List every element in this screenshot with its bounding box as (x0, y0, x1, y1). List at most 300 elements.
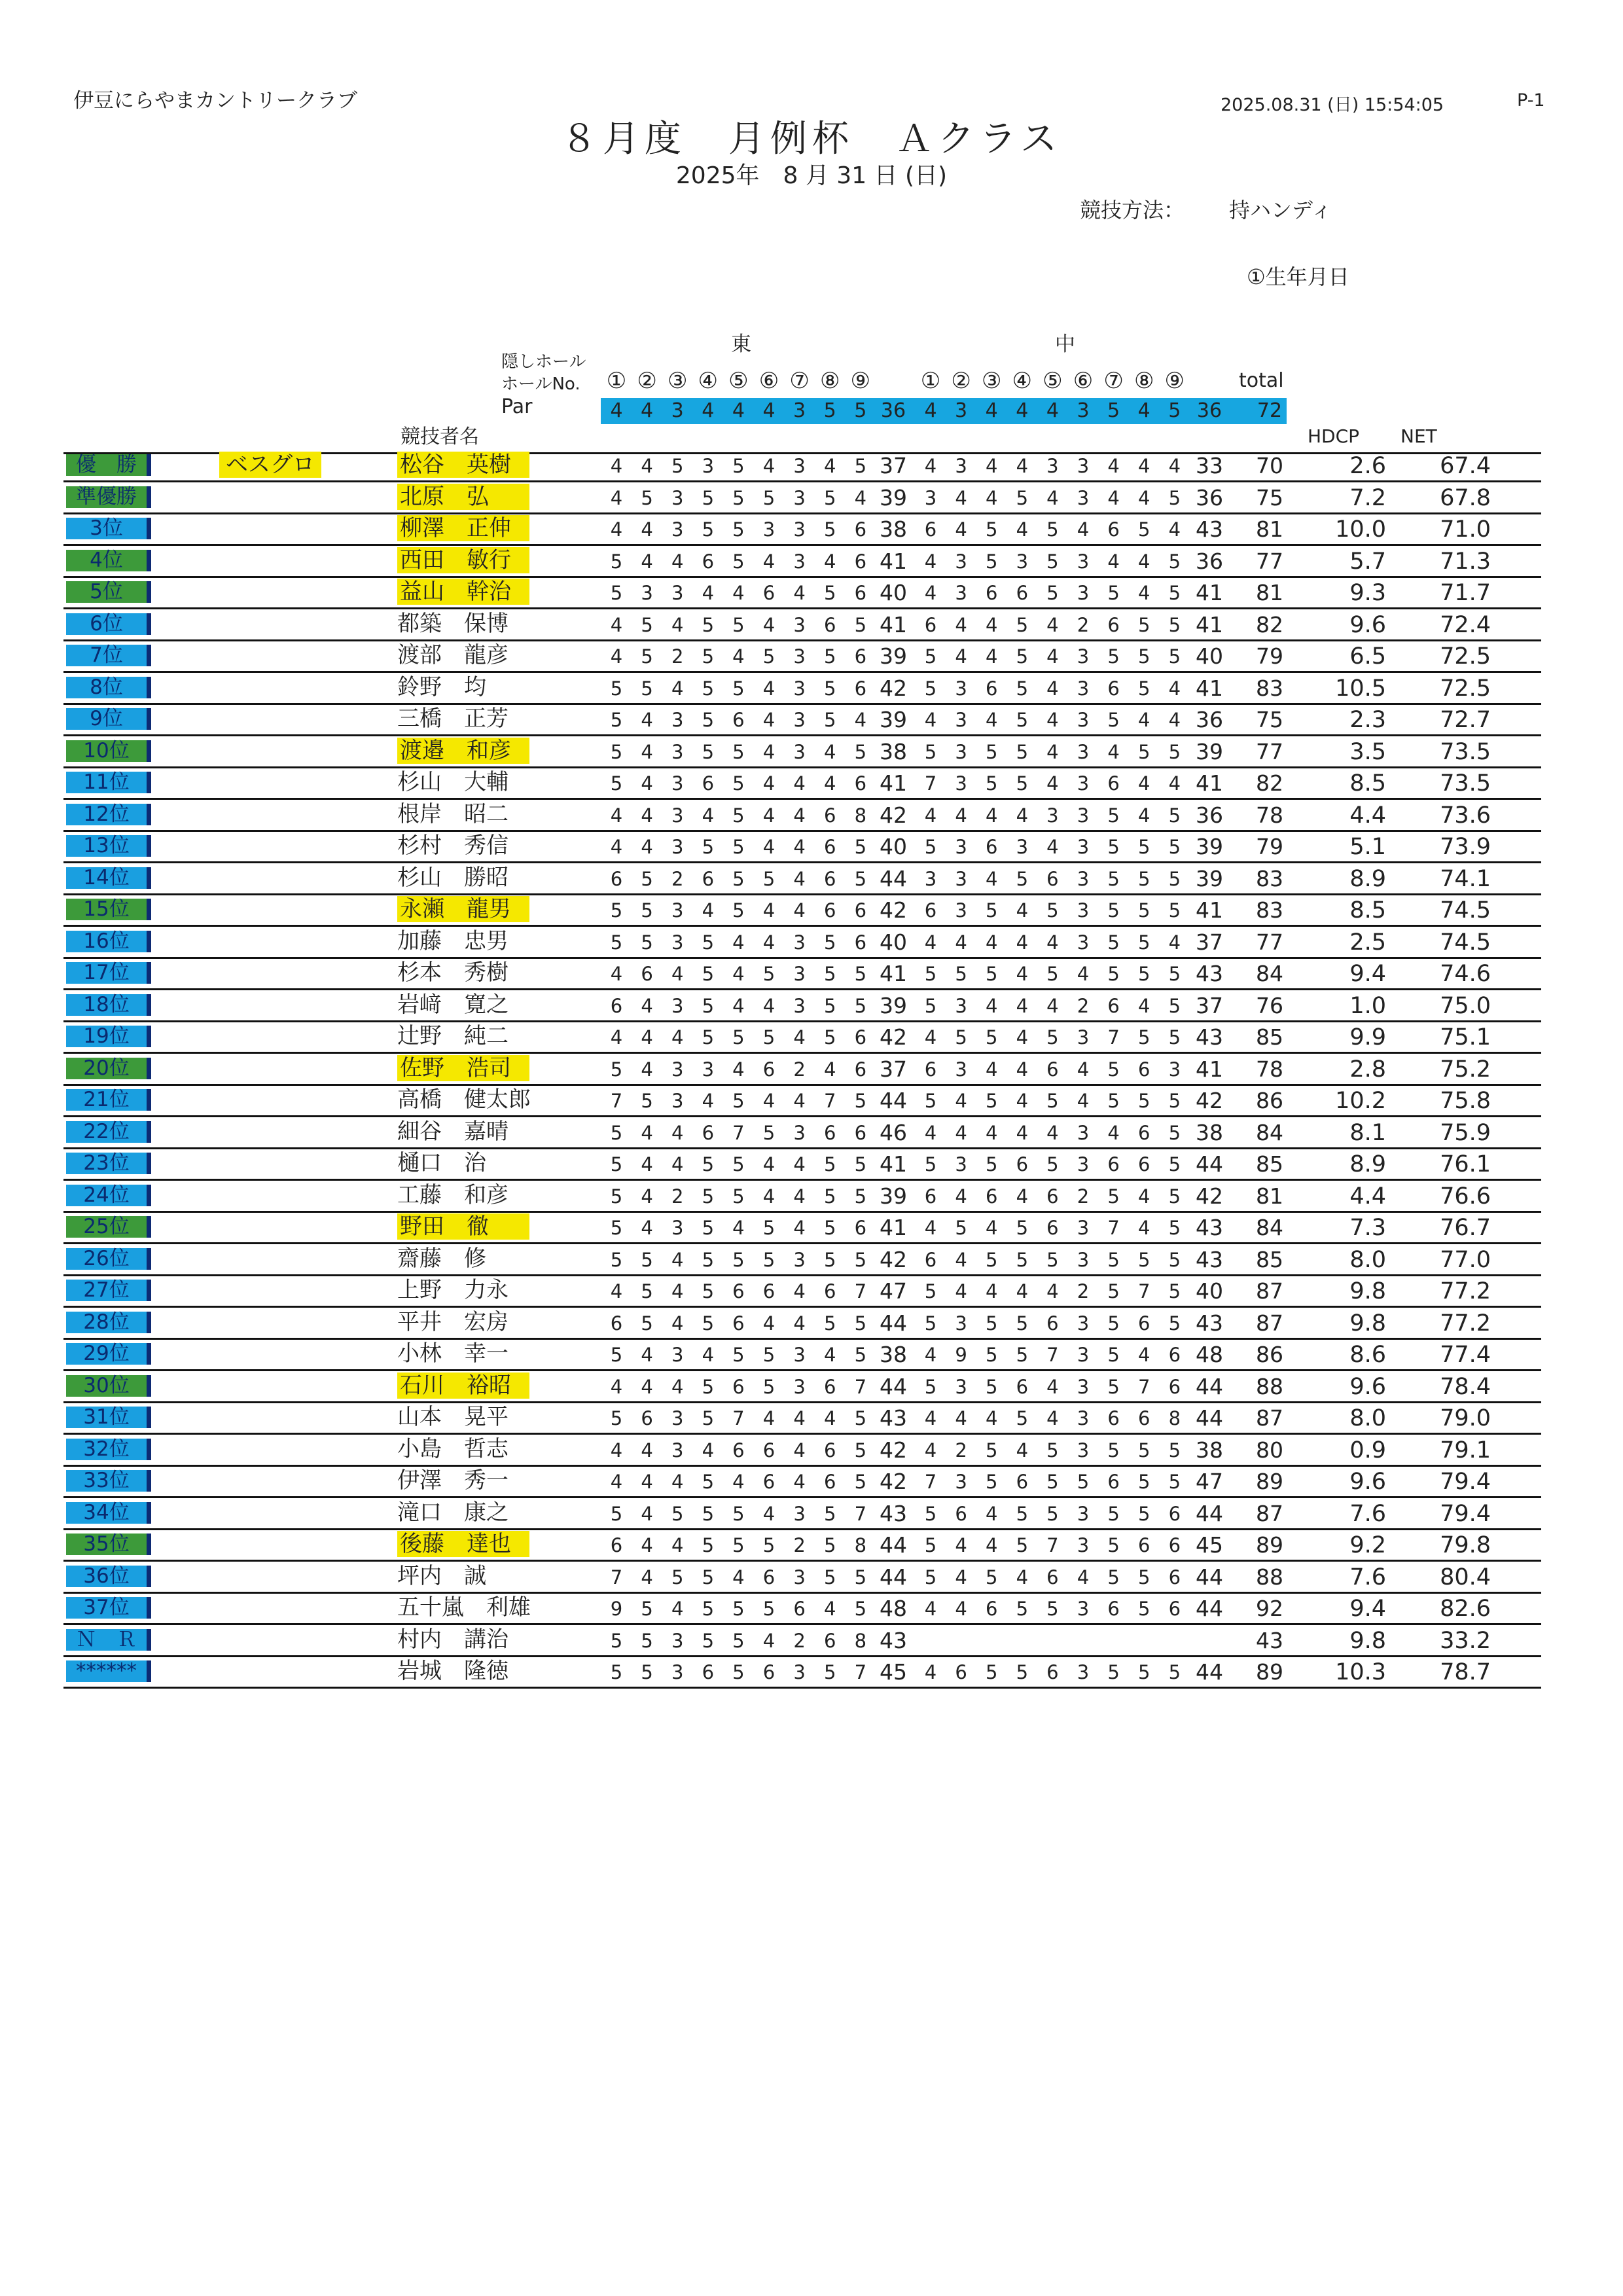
hdcp-value: 5.7 (1349, 548, 1386, 575)
score-in: 4 (1016, 1121, 1029, 1144)
score-in: 3 (1077, 740, 1090, 763)
par-in: 5 (1107, 399, 1120, 422)
net-label: NET (1400, 425, 1437, 447)
out-total: 42 (880, 897, 907, 923)
score-out: 6 (732, 709, 745, 731)
club-name: 伊豆にらやまカントリークラブ (73, 89, 357, 113)
gross-total: 85 (1256, 1024, 1283, 1050)
score-out: 4 (854, 486, 867, 509)
table-row (63, 1149, 1541, 1181)
score-in: 5 (985, 1471, 998, 1493)
hdcp-value: 10.5 (1335, 675, 1386, 702)
score-in: 5 (1137, 613, 1150, 636)
rank-label: 4位 (66, 550, 151, 571)
score-out: 5 (641, 613, 653, 636)
score-out: 4 (823, 1598, 836, 1620)
score-out: 3 (793, 550, 806, 573)
score-in: 6 (1107, 677, 1120, 700)
score-out: 5 (854, 1439, 867, 1462)
score-out: 3 (793, 613, 806, 636)
score-out: 3 (702, 1058, 715, 1081)
score-in: 5 (1107, 1566, 1120, 1588)
score-out: 5 (610, 1217, 623, 1239)
hidden-hole-label: 隠しホール (501, 352, 586, 372)
rank-label: 20位 (66, 1058, 151, 1079)
score-in: 3 (1016, 550, 1029, 573)
hdcp-value: 8.1 (1349, 1119, 1386, 1146)
gross-total: 77 (1256, 929, 1283, 955)
score-out: 2 (793, 1534, 806, 1556)
hole-number-in: ⑥ (1073, 368, 1094, 394)
score-in: 4 (924, 1026, 937, 1049)
score-in: 4 (1077, 963, 1090, 985)
score-out: 4 (702, 1344, 715, 1366)
out-total: 40 (880, 580, 907, 605)
score-in: 4 (1016, 963, 1029, 985)
score-out: 3 (793, 709, 806, 731)
score-in: 4 (985, 613, 998, 636)
score-in: 7 (1107, 1026, 1120, 1049)
score-in: 6 (924, 1058, 937, 1081)
score-out: 5 (641, 1312, 653, 1335)
score-in: 4 (1046, 486, 1059, 509)
score-out: 4 (610, 1471, 623, 1493)
in-total: 44 (1196, 1373, 1223, 1399)
score-in: 4 (1137, 550, 1150, 573)
rank-label: 32位 (66, 1439, 151, 1460)
score-out: 6 (610, 994, 623, 1017)
score-out: 4 (762, 550, 776, 573)
net-value: 79.0 (1440, 1405, 1491, 1431)
score-in: 5 (1016, 1248, 1029, 1271)
score-in: 6 (924, 1185, 937, 1208)
score-out: 3 (793, 1661, 806, 1683)
score-out: 5 (823, 486, 836, 509)
score-in: 5 (985, 1439, 998, 1462)
score-in: 4 (1016, 1026, 1029, 1049)
score-out: 3 (671, 899, 684, 922)
score-in: 6 (985, 836, 998, 858)
table-row (63, 736, 1541, 768)
score-in: 5 (1046, 1026, 1059, 1049)
score-out: 3 (793, 455, 806, 477)
score-out: 4 (641, 1026, 653, 1049)
score-in: 4 (1016, 804, 1029, 827)
rank-label: 26位 (66, 1248, 151, 1270)
rank-label: 17位 (66, 962, 151, 984)
score-out: 3 (671, 836, 684, 858)
score-out: 5 (854, 1598, 867, 1620)
score-out: 3 (671, 709, 684, 731)
score-in: 5 (1016, 645, 1029, 668)
score-out: 4 (641, 1439, 653, 1462)
score-out: 5 (823, 1217, 836, 1239)
print-timestamp: 2025.08.31 (日) 15:54:05 (1221, 95, 1444, 115)
player-name: 永瀬 龍男 (397, 896, 529, 922)
score-out: 4 (823, 740, 836, 763)
score-out: 3 (671, 1661, 684, 1683)
score-out: 5 (762, 1026, 776, 1049)
rank-label: 25位 (66, 1216, 151, 1238)
score-out: 4 (671, 1280, 684, 1302)
gross-total: 84 (1256, 961, 1283, 986)
score-out: 4 (641, 994, 653, 1017)
score-in: 6 (985, 677, 998, 700)
score-in: 6 (1168, 1534, 1181, 1556)
in-total: 39 (1196, 865, 1223, 891)
score-out: 9 (610, 1598, 623, 1620)
score-in: 4 (1107, 740, 1120, 763)
score-out: 5 (854, 994, 867, 1017)
score-out: 3 (793, 1344, 806, 1366)
score-in: 3 (955, 899, 967, 922)
hdcp-value: 7.2 (1349, 484, 1386, 511)
score-in: 4 (1077, 518, 1090, 541)
net-value: 33.2 (1440, 1627, 1491, 1654)
net-value: 67.8 (1440, 484, 1491, 511)
score-out: 5 (610, 740, 623, 763)
gross-total: 78 (1256, 802, 1283, 828)
score-out: 5 (610, 1661, 623, 1683)
out-total: 42 (880, 1024, 907, 1050)
total-label: total (1239, 369, 1284, 392)
score-in: 4 (985, 1058, 998, 1081)
score-out: 7 (854, 1661, 867, 1683)
in-total: 36 (1196, 802, 1223, 828)
score-in: 5 (1168, 645, 1181, 668)
score-out: 4 (641, 1344, 653, 1366)
par-in-total: 36 (1196, 399, 1222, 422)
score-out: 6 (823, 613, 836, 636)
score-out: 5 (702, 1598, 715, 1620)
in-total: 36 (1196, 707, 1223, 732)
par-out: 3 (671, 399, 684, 422)
score-out: 5 (732, 550, 745, 573)
net-value: 76.1 (1440, 1151, 1491, 1177)
score-in: 4 (955, 804, 967, 827)
table-row (63, 990, 1541, 1022)
score-out: 3 (762, 518, 776, 541)
score-out: 5 (702, 931, 715, 954)
score-out: 5 (762, 1598, 776, 1620)
score-out: 5 (762, 1534, 776, 1556)
score-out: 5 (610, 1502, 623, 1525)
score-in: 4 (985, 1502, 998, 1525)
score-out: 4 (732, 582, 745, 604)
rank-label: 16位 (66, 931, 151, 952)
gross-total: 82 (1256, 770, 1283, 796)
score-in: 5 (924, 1375, 937, 1398)
player-name: 益山 幹治 (397, 579, 529, 605)
score-out: 7 (732, 1121, 745, 1144)
out-total: 44 (880, 1532, 907, 1558)
score-out: 4 (671, 1121, 684, 1144)
score-out: 5 (732, 1502, 745, 1525)
score-in: 5 (1046, 1153, 1059, 1175)
net-value: 67.4 (1440, 453, 1491, 479)
score-out: 4 (641, 518, 653, 541)
score-in: 5 (1107, 836, 1120, 858)
score-out: 5 (732, 1629, 745, 1652)
score-out: 6 (702, 772, 715, 795)
rank-label: 23位 (66, 1153, 151, 1174)
table-row (63, 831, 1541, 863)
net-value: 72.5 (1440, 675, 1491, 702)
out-total: 40 (880, 929, 907, 955)
table-row (63, 577, 1541, 609)
score-in: 6 (1016, 1471, 1029, 1493)
score-out: 5 (762, 1344, 776, 1366)
score-out: 6 (823, 1439, 836, 1462)
score-out: 5 (732, 677, 745, 700)
score-out: 4 (641, 740, 653, 763)
score-out: 3 (671, 518, 684, 541)
in-total: 36 (1196, 548, 1223, 574)
score-in: 5 (1168, 582, 1181, 604)
score-in: 5 (985, 899, 998, 922)
gross-total: 89 (1256, 1659, 1283, 1685)
net-value: 74.5 (1440, 929, 1491, 956)
rank-label: 14位 (66, 867, 151, 889)
score-out: 5 (732, 899, 745, 922)
rank-label: 6位 (66, 613, 151, 635)
score-in: 5 (1107, 1185, 1120, 1208)
score-in: 5 (985, 518, 998, 541)
rank-label: ****** (66, 1660, 151, 1682)
score-in: 4 (1016, 1058, 1029, 1081)
score-in: 4 (955, 1566, 967, 1588)
score-in: 5 (985, 772, 998, 795)
score-out: 6 (702, 1661, 715, 1683)
rank-label: 36位 (66, 1566, 151, 1587)
score-in: 4 (1137, 1185, 1150, 1208)
hdcp-label: HDCP (1308, 425, 1360, 447)
score-out: 6 (762, 1566, 776, 1588)
score-out: 3 (793, 740, 806, 763)
score-in: 4 (1137, 1344, 1150, 1366)
score-out: 4 (641, 1502, 653, 1525)
score-in: 6 (955, 1661, 967, 1683)
par-in: 3 (1077, 399, 1090, 422)
hole-number-in: ① (920, 368, 941, 394)
score-in: 4 (985, 645, 998, 668)
score-in: 5 (1168, 1248, 1181, 1271)
score-in: 5 (1107, 1502, 1120, 1525)
rank-label: 15位 (66, 899, 151, 920)
par-out: 4 (762, 399, 776, 422)
score-out: 5 (854, 963, 867, 985)
score-out: 6 (854, 1026, 867, 1049)
score-out: 5 (823, 931, 836, 954)
score-in: 3 (955, 772, 967, 795)
score-out: 5 (732, 518, 745, 541)
score-out: 4 (762, 1502, 776, 1525)
score-in: 4 (924, 1344, 937, 1366)
score-out: 4 (854, 709, 867, 731)
score-in: 5 (1168, 550, 1181, 573)
score-in: 4 (1046, 1280, 1059, 1302)
score-out: 5 (854, 1248, 867, 1271)
score-out: 6 (854, 931, 867, 954)
score-in: 5 (1107, 1344, 1120, 1366)
score-out: 5 (823, 1534, 836, 1556)
score-out: 4 (762, 804, 776, 827)
in-total: 41 (1196, 675, 1223, 701)
score-out: 5 (762, 1248, 776, 1271)
score-in: 5 (1016, 1407, 1029, 1429)
rank-label: 11位 (66, 772, 151, 793)
score-out: 4 (732, 994, 745, 1017)
score-out: 4 (610, 963, 623, 985)
score-out: 4 (762, 1407, 776, 1429)
hole-number-out: ⑦ (789, 368, 810, 394)
score-out: 4 (762, 836, 776, 858)
score-out: 4 (671, 1534, 684, 1556)
score-out: 5 (702, 740, 715, 763)
score-in: 3 (1077, 1248, 1090, 1271)
in-total: 41 (1196, 1056, 1223, 1082)
table-row (63, 482, 1541, 514)
in-total: 43 (1196, 961, 1223, 986)
score-out: 5 (641, 1629, 653, 1652)
score-in: 5 (1168, 1153, 1181, 1175)
hdcp-value: 9.4 (1349, 1596, 1386, 1622)
score-out: 4 (762, 1312, 776, 1335)
score-in: 4 (1046, 709, 1059, 731)
table-row (63, 514, 1541, 546)
score-in: 5 (1016, 486, 1029, 509)
score-out: 6 (762, 582, 776, 604)
score-out: 4 (732, 1217, 745, 1239)
table-row (63, 800, 1541, 832)
score-in: 8 (1168, 1407, 1181, 1429)
score-out: 3 (671, 486, 684, 509)
score-out: 6 (610, 1312, 623, 1335)
score-out: 5 (702, 613, 715, 636)
out-total: 44 (880, 1310, 907, 1336)
table-row (63, 958, 1541, 990)
score-out: 5 (702, 1407, 715, 1429)
score-in: 4 (1046, 613, 1059, 636)
score-in: 5 (1137, 518, 1150, 541)
gross-total: 79 (1256, 643, 1283, 669)
score-in: 3 (1168, 1058, 1181, 1081)
score-in: 4 (1016, 899, 1029, 922)
table-row (63, 1244, 1541, 1276)
rank-label: 27位 (66, 1280, 151, 1301)
out-total: 41 (880, 1215, 907, 1240)
score-in: 4 (924, 1439, 937, 1462)
score-in: 2 (1077, 613, 1090, 636)
score-in: 3 (924, 867, 937, 890)
gross-total: 87 (1256, 1310, 1283, 1336)
player-name: 岩城 隆徳 (397, 1658, 508, 1684)
score-out: 6 (823, 899, 836, 922)
score-in: 4 (955, 1598, 967, 1620)
score-out: 5 (702, 677, 715, 700)
in-total: 36 (1196, 484, 1223, 511)
rank-label: 33位 (66, 1470, 151, 1492)
out-total: 42 (880, 1246, 907, 1272)
score-out: 5 (854, 1185, 867, 1208)
score-in: 5 (1016, 677, 1029, 700)
hdcp-value: 8.0 (1349, 1405, 1386, 1431)
score-in: 5 (924, 677, 937, 700)
score-out: 5 (732, 867, 745, 890)
score-in: 4 (955, 1407, 967, 1429)
in-total: 42 (1196, 1183, 1223, 1209)
par-out: 5 (823, 399, 836, 422)
score-out: 5 (610, 677, 623, 700)
score-out: 4 (762, 772, 776, 795)
player-name: 三橋 正芳 (397, 706, 508, 732)
page-title: ８月度 月例杯 Ａクラス (560, 118, 1063, 160)
score-in: 3 (1046, 804, 1059, 827)
score-in: 3 (1077, 1661, 1090, 1683)
score-in: 5 (1107, 1439, 1120, 1462)
net-value: 77.2 (1440, 1278, 1491, 1304)
score-in: 3 (955, 1153, 967, 1175)
score-out: 5 (641, 1248, 653, 1271)
score-in: 3 (955, 994, 967, 1017)
hole-number-in: ⑤ (1043, 368, 1063, 394)
score-in: 4 (1137, 582, 1150, 604)
score-out: 7 (610, 1566, 623, 1588)
score-out: 6 (702, 1121, 715, 1144)
score-out: 5 (823, 1248, 836, 1271)
score-out: 5 (732, 836, 745, 858)
gross-total: 87 (1256, 1500, 1283, 1526)
net-value: 78.7 (1440, 1659, 1491, 1685)
score-out: 5 (671, 1502, 684, 1525)
score-out: 6 (610, 867, 623, 890)
out-total: 41 (880, 770, 907, 796)
method-value: 持ハンディ (1229, 198, 1332, 223)
score-out: 5 (610, 709, 623, 731)
player-name: 根岸 昭二 (397, 800, 508, 827)
hdcp-value: 10.3 (1335, 1659, 1386, 1685)
score-out: 5 (823, 1312, 836, 1335)
score-out: 5 (702, 1534, 715, 1556)
score-out: 4 (610, 1439, 623, 1462)
score-out: 5 (823, 1502, 836, 1525)
score-in: 6 (1107, 518, 1120, 541)
score-in: 6 (985, 582, 998, 604)
score-out: 4 (732, 963, 745, 985)
score-in: 5 (924, 1312, 937, 1335)
score-in: 6 (1168, 1502, 1181, 1525)
score-in: 5 (1168, 1471, 1181, 1493)
score-in: 5 (1016, 1502, 1029, 1525)
score-in: 5 (1046, 1598, 1059, 1620)
score-in: 6 (1046, 1566, 1059, 1588)
rank-label: 9位 (66, 708, 151, 730)
score-in: 4 (1016, 1439, 1029, 1462)
hdcp-value: 8.9 (1349, 865, 1386, 892)
score-out: 7 (610, 1090, 623, 1112)
score-in: 6 (1107, 994, 1120, 1017)
score-out: 4 (823, 1058, 836, 1081)
hole-number-in: ⑧ (1133, 368, 1154, 394)
score-out: 5 (732, 772, 745, 795)
score-in: 4 (924, 1407, 937, 1429)
score-in: 6 (1137, 1058, 1150, 1081)
score-in: 5 (1168, 1026, 1181, 1049)
in-total: 38 (1196, 1437, 1223, 1463)
score-in: 5 (1107, 1375, 1120, 1398)
score-out: 6 (732, 1312, 745, 1335)
score-in: 7 (1137, 1280, 1150, 1302)
